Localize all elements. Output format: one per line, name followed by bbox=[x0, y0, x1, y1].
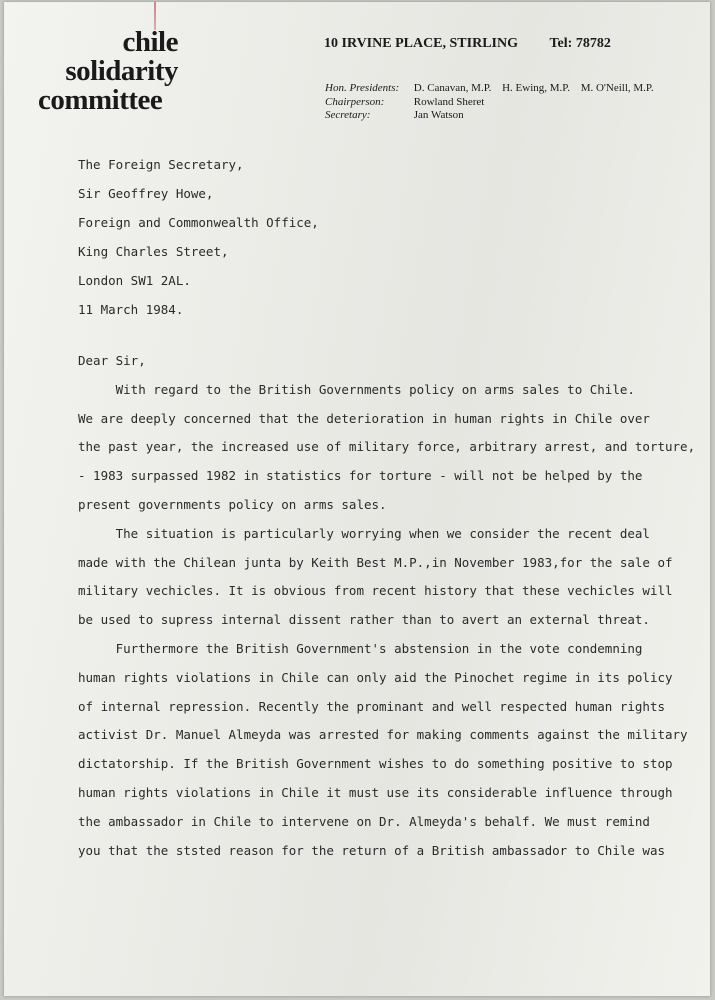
body-line: We are deeply concerned that the deterioration in human rights in Chile over bbox=[78, 410, 650, 426]
officer-name: H. Ewing, M.P. bbox=[502, 82, 570, 94]
logo-line-committee: committee bbox=[38, 84, 163, 116]
body-line: you that the ststed reason for the return of a British ambassador to Chile was bbox=[78, 842, 665, 858]
body-line: made with the Chilean junta by Keith Best M.P.,in November 1983,for the sale of bbox=[78, 554, 673, 570]
letter-page bbox=[4, 2, 710, 996]
body-line: the ambassador in Chile to intervene on Dr. Almeyda's behalf. We must remind bbox=[78, 813, 650, 829]
logo-line-chile: chile bbox=[122, 26, 178, 58]
letter-date: 11 March 1984. bbox=[78, 302, 184, 317]
officer-name: D. Canavan, M.P. bbox=[413, 82, 492, 94]
body-line: - 1983 surpassed 1982 in statistics for torture - will not be helped by the bbox=[78, 468, 643, 484]
recipient-line: The Foreign Secretary, bbox=[78, 157, 244, 172]
recipient-line: Foreign and Commonwealth Office, bbox=[78, 215, 319, 230]
officers-list bbox=[325, 82, 662, 123]
officer-row-presidents bbox=[325, 82, 662, 96]
officer-name: M. O'Neill, M.P. bbox=[580, 82, 654, 94]
committee-logo bbox=[38, 28, 188, 115]
officer-role: Hon. Presidents: bbox=[325, 82, 400, 94]
recipient-line: London SW1 2AL. bbox=[78, 273, 191, 288]
logo-line-solidarity: solidarity bbox=[65, 55, 178, 87]
recipient-block bbox=[78, 150, 319, 324]
letter-body bbox=[78, 347, 696, 865]
officer-name: Rowland Sheret bbox=[413, 95, 485, 108]
body-line: human rights violations in Chile it must use its considerable influence through bbox=[78, 784, 673, 800]
officer-role: Chairperson: bbox=[325, 95, 385, 108]
officer-name: Jan Watson bbox=[413, 109, 464, 121]
body-line: activist Dr. Manuel Almeyda was arrested for making comments against the military bbox=[78, 727, 688, 743]
recipient-line: King Charles Street, bbox=[78, 244, 229, 259]
body-line: With regard to the British Governments policy on arms sales to Chile. bbox=[78, 381, 635, 397]
body-line: dictatorship. If the British Government wishes to do something positive to stop bbox=[78, 756, 673, 772]
body-line: of internal repression. Recently the prominant and well respected human rights bbox=[78, 698, 665, 714]
letterhead-address bbox=[324, 36, 611, 52]
salutation: Dear Sir, bbox=[78, 353, 146, 368]
body-line: military vechicles. It is obvious from recent history that these vechicles will bbox=[78, 583, 673, 599]
body-line: The situation is particularly worrying when we consider the recent deal bbox=[78, 525, 650, 541]
recipient-line: Sir Geoffrey Howe, bbox=[78, 186, 214, 201]
officer-row-chairperson bbox=[325, 96, 662, 110]
officer-row-secretary bbox=[325, 109, 662, 123]
body-line: human rights violations in Chile can only aid the Pinochet regime in its policy bbox=[78, 669, 673, 685]
body-line: be used to supress internal dissent rather than to avert an external threat. bbox=[78, 612, 650, 628]
telephone-text: Tel: 78782 bbox=[549, 36, 611, 51]
body-line: Furthermore the British Government's abstension in the vote condemning bbox=[78, 640, 643, 656]
address-text: 10 IRVINE PLACE, STIRLING bbox=[324, 36, 518, 51]
officer-role: Secretary: bbox=[325, 109, 371, 121]
body-line: present governments policy on arms sales. bbox=[78, 496, 387, 512]
body-line: the past year, the increased use of military force, arbitrary arrest, and torture, bbox=[78, 439, 696, 455]
